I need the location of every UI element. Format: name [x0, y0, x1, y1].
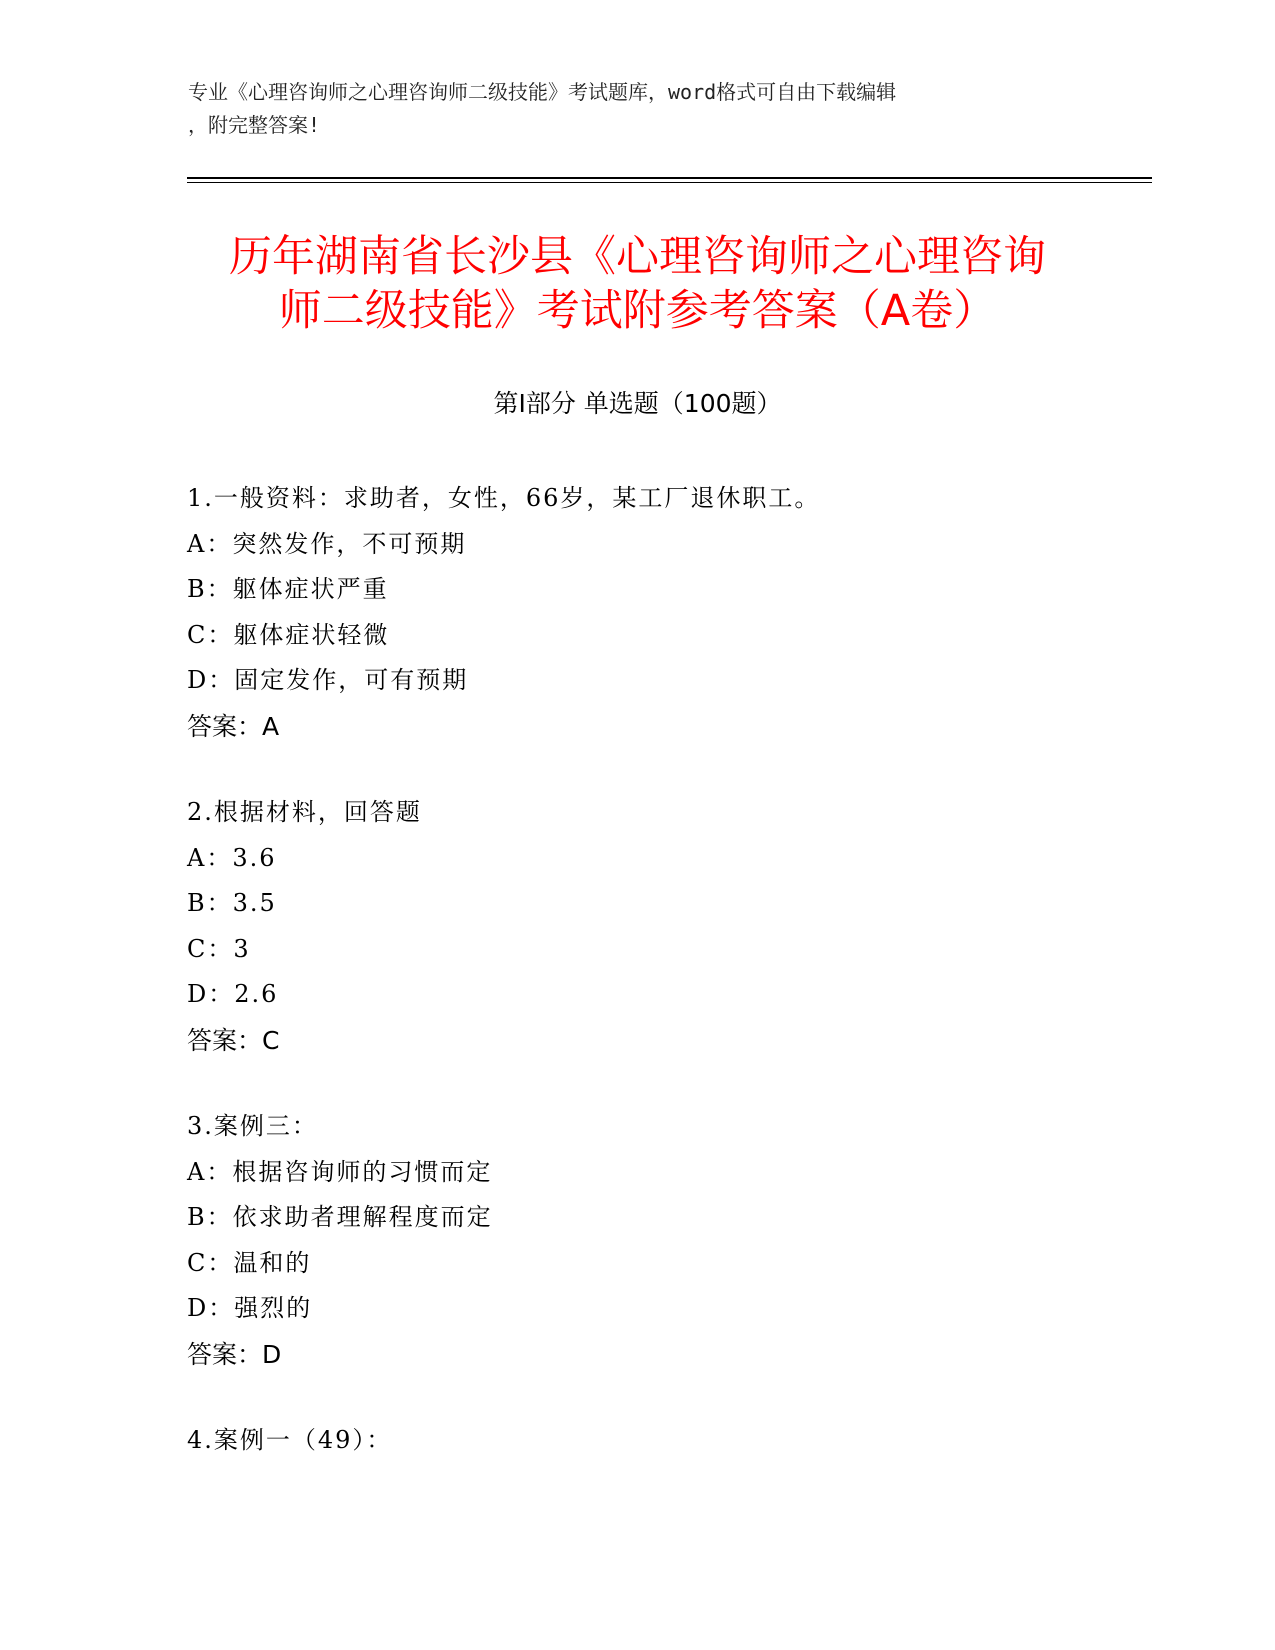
option-b: B：躯体症状严重: [187, 575, 389, 603]
option-c: C：3: [187, 934, 251, 963]
header-divider-thick: [187, 177, 1152, 179]
header-divider-thin: [187, 182, 1152, 183]
option-b: B：3.5: [187, 889, 277, 917]
option-c: C：躯体症状轻微: [187, 620, 390, 649]
section-title: 第Ⅰ部分 单选题（100题）: [493, 389, 782, 418]
question-stem: 1.一般资料：求助者，女性，66岁，某工厂退休职工。: [187, 484, 821, 512]
answer: 答案：D: [187, 1339, 282, 1369]
question-4: [187, 1418, 1147, 1464]
question-stem: 4.案例一（49）：: [187, 1426, 393, 1454]
question-stem: 3.案例三：: [187, 1112, 318, 1140]
option-d: D：2.6: [187, 980, 279, 1008]
document-title-line-2: 师二级技能》考试附参考答案（A卷）: [278, 286, 997, 336]
option-b: B：依求助者理解程度而定: [187, 1203, 493, 1231]
option-c: C：温和的: [187, 1248, 312, 1277]
document-title-line-1: 历年湖南省长沙县《心理咨询师之心理咨询: [229, 232, 1046, 282]
header-note: [188, 76, 1088, 142]
header-note-line-2: ，附完整答案!: [188, 113, 321, 137]
question-1: [187, 476, 1147, 749]
answer: 答案：C: [187, 1025, 280, 1055]
option-a: A：根据咨询师的习惯而定: [187, 1157, 493, 1186]
answer: 答案：A: [187, 711, 280, 741]
question-2: [187, 790, 1147, 1063]
question-3: [187, 1104, 1147, 1377]
option-a: A：3.6: [187, 843, 277, 872]
option-d: D：强烈的: [187, 1294, 313, 1322]
option-d: D：固定发作，可有预期: [187, 666, 469, 694]
question-stem: 2.根据材料，回答题: [187, 798, 422, 826]
document-title: [160, 230, 1115, 338]
question-list: [187, 476, 1147, 1505]
option-a: A：突然发作，不可预期: [187, 529, 467, 558]
header-note-line-1: 专业《心理咨询师之心理咨询师二级技能》考试题库，word格式可自由下载编辑: [188, 80, 897, 104]
